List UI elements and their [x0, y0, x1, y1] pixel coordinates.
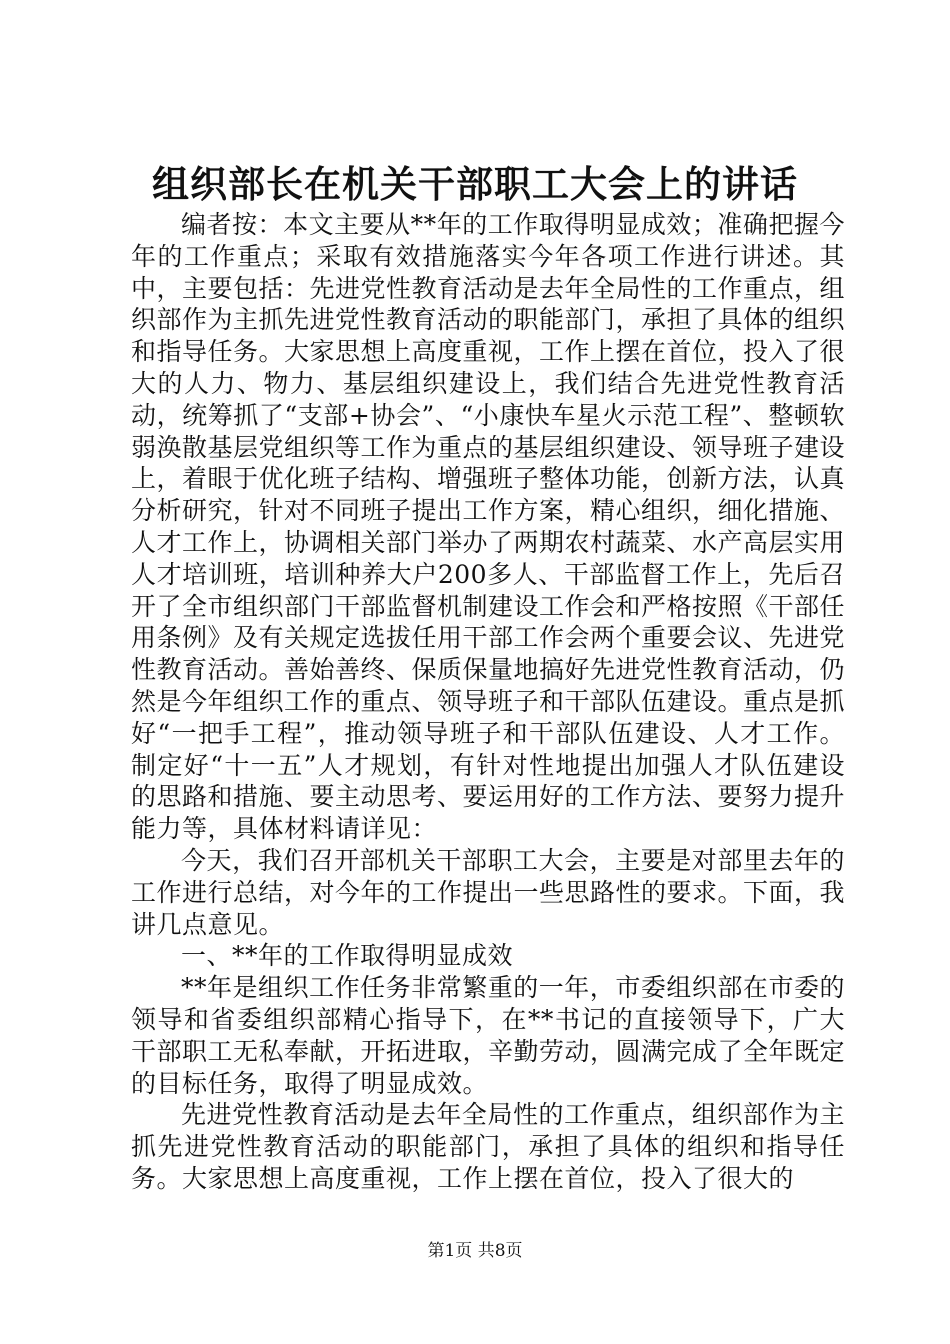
section-heading: 一、**年的工作取得明显成效 [181, 941, 514, 971]
body-paragraph: **年是组织工作任务非常繁重的一年，市委组织部在市委的领导和省委组织部精心指导下，在**书记的直接领导下，广大干部职工无私奉献，开拓进取，辛勤劳动，圆满完成了全年既定的目标任务，取得了明显成效。 [131, 973, 846, 1098]
page-number-footer: 第1页 共8页 [427, 1241, 523, 1261]
document-title: 组织部长在机关干部职工大会上的讲话 [152, 162, 798, 206]
document-body [131, 209, 845, 1195]
editor-note-paragraph: 编者按：本文主要从**年的工作取得明显成效；准确把握今年的工作重点；采取有效措施落实今年各项工作进行讲述。其中，主要包括：先进党性教育活动是去年全局性的工作重点，组织部作为主抓先进党性教育活动的职能部门，承担了具体的组织和指导任务。大家思想上高度重视，工作上摆在首位，投入了很大的人力、物力、基层组织建设上，我们结合先进党性教育活动，统筹抓了“支部+协会”、“小康快车星火示范工程”、整顿软弱涣散基层党组织等工作为重点的基层组织建设、领导班子建设上，着眼于优化班子结构、增强班子整体功能，创新方法，认真分析研究，针对不同班子提出工作方案，精心组织，细化措施、人才工作上，协调相关部门举办了两期农村蔬菜、水产高层实用人才培训班，培训种养大户200多人、干部监督工作上，先后召开了全市组织部门干部监督机制建设工作会和严格按照《干部任用条例》及有关规定选拔任用干部工作会两个重要会议、先进党性教育活动。善始善终、保质保量地搞好先进党性教育活动，仍然是今年组织工作的重点、领导班子和干部队伍建设。重点是抓好“一把手工程”，推动领导班子和干部队伍建设、人才工作。制定好“十一五”人才规划，有针对性地提出加强人才队伍建设的思路和措施、要主动思考、要运用好的工作方法、要努力提升能力等，具体材料请详见： [131, 210, 846, 844]
body-paragraph: 先进党性教育活动是去年全局性的工作重点，组织部作为主抓先进党性教育活动的职能部门，承担了具体的组织和指导任务。大家思想上高度重视，工作上摆在首位，投入了很大的 [131, 1100, 845, 1193]
opening-paragraph: 今天，我们召开部机关干部职工大会，主要是对部里去年的工作进行总结，对今年的工作提出一些思路性的要求。下面，我讲几点意见。 [131, 845, 846, 939]
